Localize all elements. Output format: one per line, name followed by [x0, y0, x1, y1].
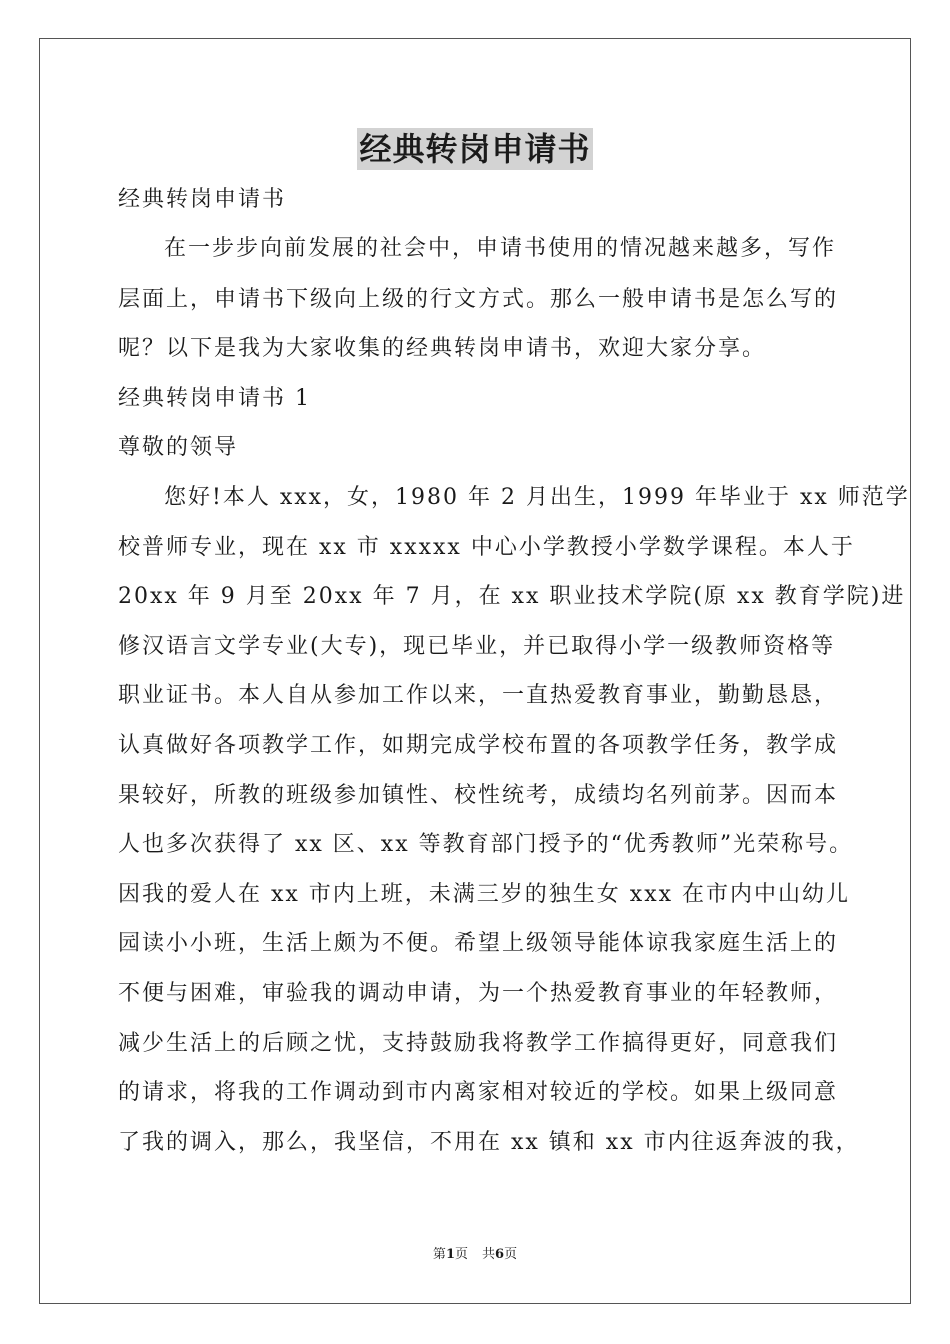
paragraph-line: 因我的爱人在 xx 市内上班，未满三岁的独生女 xxx 在市内中山幼儿: [118, 882, 851, 907]
page-prefix: 第: [432, 1247, 446, 1262]
document-title: [0, 128, 950, 170]
current-page-number: 1: [445, 1247, 455, 1262]
page-border: [39, 38, 911, 1304]
page-footer: [0, 1246, 950, 1264]
salutation: 尊敬的领导: [118, 435, 239, 460]
paragraph-line: 在一步步向前发展的社会中，申请书使用的情况越来越多，写作: [164, 236, 837, 261]
total-prefix: 共: [482, 1247, 496, 1262]
subtitle-line: 经典转岗申请书: [118, 187, 287, 212]
total-page-number: 6: [495, 1247, 505, 1262]
paragraph-line: 人也多次获得了 xx 区、xx 等教育部门授予的“优秀教师”光荣称号。: [118, 832, 854, 857]
total-unit: 页: [504, 1247, 518, 1262]
paragraph-line: 不便与困难，审验我的调动申请，为一个热爱教育事业的年轻教师，: [118, 981, 839, 1006]
page-unit: 页: [454, 1247, 468, 1262]
paragraph-line: 园读小小班，生活上颇为不便。希望上级领导能体谅我家庭生活上的: [118, 931, 839, 956]
paragraph-line: 了我的调入，那么，我坚信，不用在 xx 镇和 xx 市内往返奔波的我，: [118, 1130, 860, 1155]
paragraph-line: 职业证书。本人自从参加工作以来，一直热爱教育事业，勤勤恳恳，: [118, 683, 839, 708]
paragraph-line: 校普师专业，现在 xx 市 xxxxx 中心小学教授小学数学课程。本人于: [118, 535, 855, 560]
paragraph-line: 层面上，申请书下级向上级的行文方式。那么一般申请书是怎么写的: [118, 287, 839, 312]
paragraph-line: 减少生活上的后顾之忧，支持鼓励我将教学工作搞得更好，同意我们: [118, 1031, 839, 1056]
paragraph-line: 您好!本人 xxx，女，1980 年 2 月出生，1999 年毕业于 xx 师范学: [164, 485, 910, 510]
paragraph-line: 修汉语言文学专业(大专)，现已毕业，并已取得小学一级教师资格等: [118, 634, 836, 659]
paragraph-line: 的请求，将我的工作调动到市内离家相对较近的学校。如果上级同意: [118, 1080, 839, 1105]
paragraph-line: 20xx 年 9 月至 20xx 年 7 月，在 xx 职业技术学院(原 xx 教育学院)进: [118, 584, 906, 609]
paragraph-line: 果较好，所教的班级参加镇性、校性统考，成绩均名列前茅。因而本: [118, 783, 839, 808]
document-title-text: 经典转岗申请书: [359, 130, 591, 168]
paragraph-line: 呢？以下是我为大家收集的经典转岗申请书，欢迎大家分享。: [118, 336, 767, 361]
paragraph-line: 认真做好各项教学工作，如期完成学校布置的各项教学任务，教学成: [118, 733, 839, 758]
section-heading: 经典转岗申请书 1: [118, 386, 311, 411]
